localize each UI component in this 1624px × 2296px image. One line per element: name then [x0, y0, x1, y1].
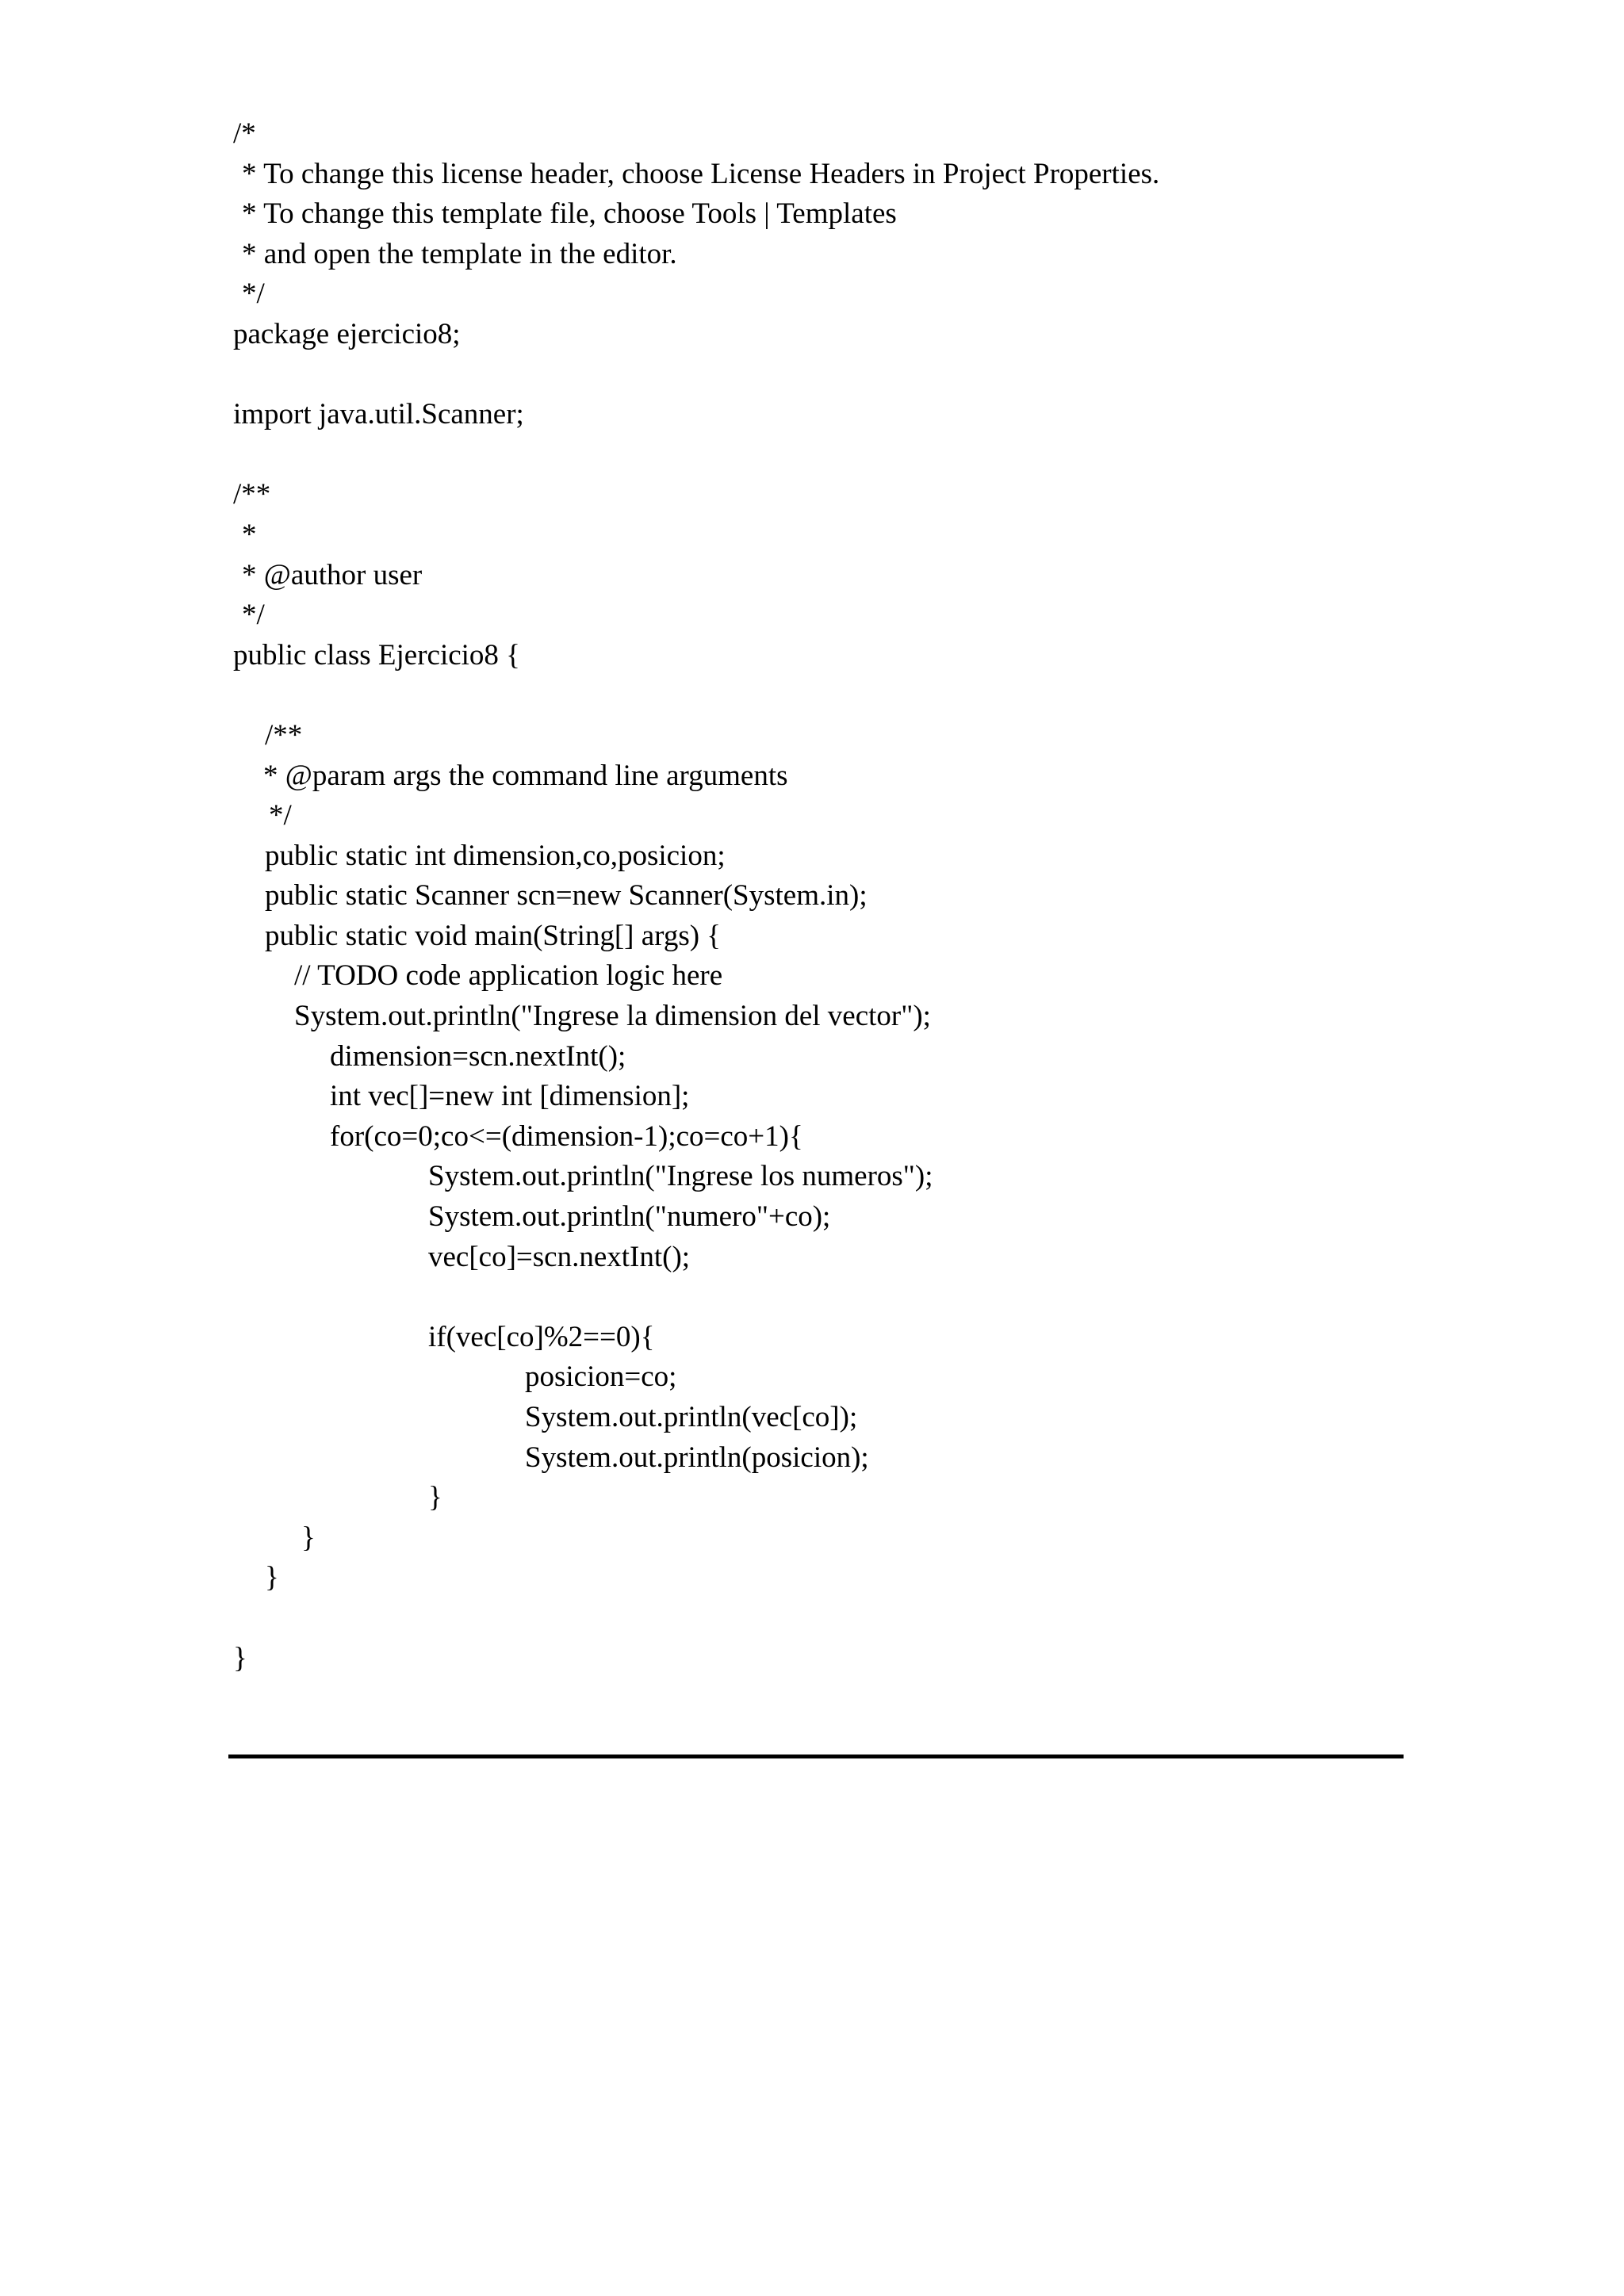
- code-line: dimension=scn.nextInt();: [330, 1039, 626, 1073]
- code-line: if(vec[co]%2==0){: [428, 1320, 655, 1353]
- code-line: /**: [233, 478, 271, 511]
- code-line: }: [233, 1641, 247, 1674]
- code-line: * To change this license header, choose License Headers in Project Properties.: [242, 157, 1160, 190]
- horizontal-rule: [228, 1755, 1404, 1758]
- code-line: public static void main(String[] args) {: [265, 919, 722, 952]
- code-line: /*: [233, 117, 256, 150]
- code-line: }: [265, 1561, 279, 1594]
- code-line: * and open the template in the editor.: [242, 237, 677, 270]
- code-line: */: [242, 599, 265, 632]
- code-line: */: [269, 799, 292, 832]
- code-line: }: [428, 1481, 442, 1514]
- code-line: public static int dimension,co,posicion;: [265, 839, 726, 872]
- code-line: *: [242, 518, 257, 551]
- code-line: public class Ejercicio8 {: [233, 638, 520, 672]
- code-line: int vec[]=new int [dimension];: [330, 1080, 690, 1113]
- code-line: */: [242, 277, 265, 311]
- code-line: [233, 1277, 1423, 1318]
- code-line: System.out.println(vec[co]);: [525, 1401, 858, 1433]
- code-line: * @param args the command line arguments: [263, 759, 788, 792]
- code-line: package ejercicio8;: [233, 317, 461, 350]
- code-line: System.out.println(posicion);: [525, 1441, 869, 1474]
- code-listing: [233, 114, 1423, 1678]
- code-line: * @author user: [242, 558, 423, 591]
- code-line: vec[co]=scn.nextInt();: [428, 1240, 691, 1273]
- code-line: [233, 675, 1423, 716]
- code-line: * To change this template file, choose Tools | Templates: [242, 197, 897, 231]
- code-line: [233, 355, 1423, 396]
- code-line: for(co=0;co<=(dimension-1);co=co+1){: [330, 1119, 803, 1153]
- code-line: [233, 435, 1423, 476]
- code-line: System.out.println("Ingrese los numeros");: [428, 1160, 933, 1193]
- code-line: }: [301, 1521, 316, 1554]
- code-line: System.out.println("numero"+co);: [428, 1200, 831, 1234]
- code-line: public static Scanner scn=new Scanner(System.in);: [265, 879, 868, 913]
- code-line: // TODO code application logic here: [294, 959, 723, 993]
- code-line: import java.util.Scanner;: [233, 398, 524, 431]
- code-line: /**: [265, 718, 303, 752]
- code-line: System.out.println("Ingrese la dimension del vector");: [294, 1000, 931, 1033]
- code-line: [233, 1598, 1423, 1639]
- code-line: posicion=co;: [525, 1360, 677, 1394]
